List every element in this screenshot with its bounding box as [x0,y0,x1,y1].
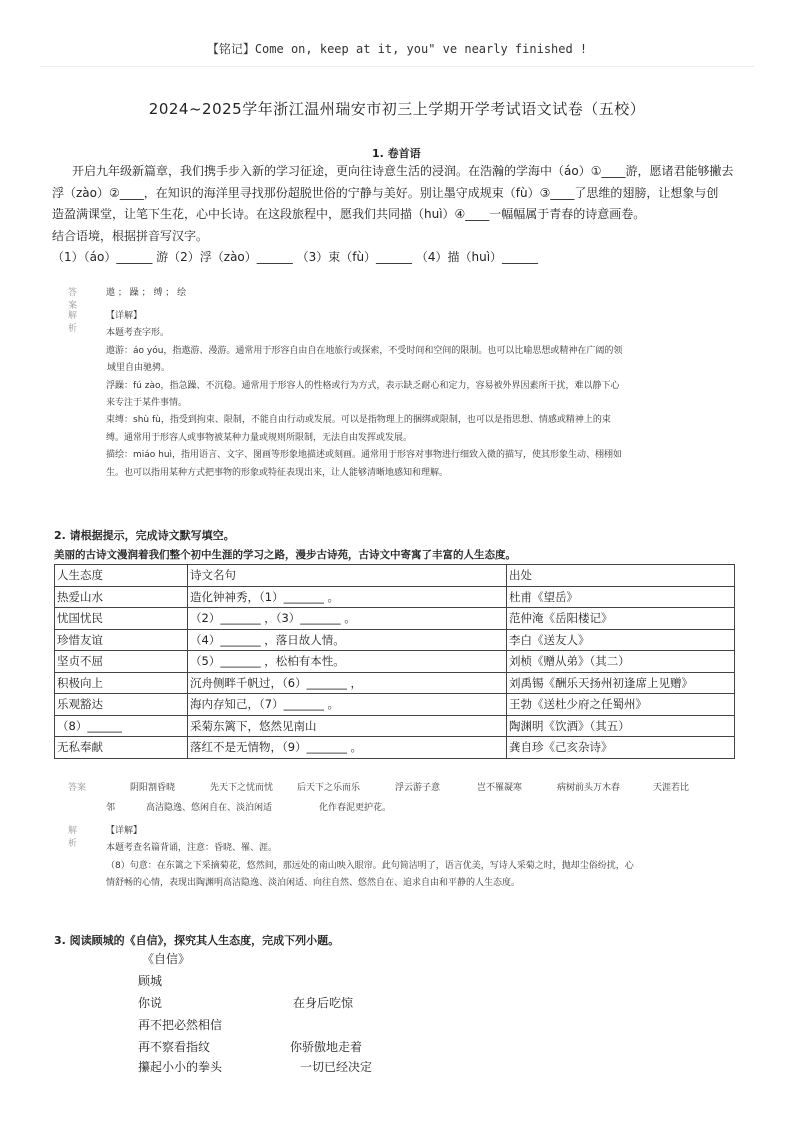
table-cell: 无私奉献 [55,737,188,759]
table-cell: （2）_______ ，（3）_______ 。 [188,608,507,630]
table-cell: 落红不是无情物，（9）_______ 。 [188,737,507,759]
poem-line: 一切已经决定 [300,1060,373,1074]
q1-line: 造盈满课堂，让笔下生花，心中长诗。在这段旅程中，愿我们共同描（huì）④____一幅幅属于青春的诗意画卷。 [52,207,646,221]
analysis-line: 束缚：shù fù，指受到拘束、限制，不能自由行动或发展。可以是指物理上的捆绑或限制，也可以是指思想、情感或精神上的束 [106,415,611,426]
analysis-line: 本题考查字形。 [106,328,170,339]
poem-author: 顾城 [138,974,163,988]
poem-line: 你骄傲地走着 [290,1040,363,1054]
table-cell: 刘禹锡《酬乐天扬州初逢席上见赠》 [507,672,735,694]
table-row [55,672,735,694]
table-cell: 王勃《送杜少府之任蜀州》 [507,694,735,716]
analysis-line: 描绘：miáo huì，指用语言、文字、图画等形象地描述或刻画。通常用于形容对事物进行细致入微的描写，使其形象生动、栩栩如 [106,450,623,461]
table-cell: 陶渊明《饮酒》（其五） [507,715,735,737]
q2-subheading: 美丽的古诗文漫润着我们整个初中生涯的学习之路，漫步古诗苑，古诗文中寄寓了丰富的人生态度。 [54,549,516,561]
motto-header: 【铭记】Come on, keep at it, you" ve nearly finished ! [206,42,588,56]
poem-line: 你说 [138,996,163,1010]
table-cell: 忧国忧民 [55,608,188,630]
answer-item: 阴阳割昏晓 [130,783,176,793]
table-header: 人生态度 [55,565,188,587]
answer-text: 遨 ； 躁 ； 缚 ； 绘 [106,288,187,298]
table-cell: 热爱山水 [55,586,188,608]
table-cell: 造化钟神秀，（1）_______ 。 [188,586,507,608]
analysis-line: 域里自由驰骋。 [107,363,171,374]
answer-item: 浮云游子意 [395,783,441,793]
analysis-body [106,308,746,482]
poem-block [138,950,538,1080]
answer-item: 天涯若比 [653,783,690,793]
answer-item: 病树前头万木春 [557,783,621,793]
table-cell: （4）_______ ，落日故人情。 [188,629,507,651]
analysis-line: 来专注于某件事情。 [106,398,188,409]
poem-line: 在身后吃惊 [293,996,354,1010]
q2-heading: 2. 请根据提示，完成诗文默写填空。 [54,529,235,542]
table-header: 出处 [507,565,735,587]
analysis-line: 生。也可以指用某种方式把事物的形象或特征表现出来，让人能够清晰地感知和理解。 [106,467,449,478]
q1-line: 开启九年级新篇章，我们携手步入新的学习征途，更向往诗意生活的浸润。在浩瀚的学海中（áo）①____游，愿诸君能够撇去 [72,164,734,178]
poem-title: 《自信》 [142,952,191,966]
analysis-label: 解析 [68,826,78,849]
header-divider [40,66,754,67]
poem-table [54,564,735,759]
analysis-line: 浮躁：fú zào，指急躁、不沉稳。通常用于形容人的性格或行为方式，表示缺乏耐心和定力，容易被外界因素所干扰，难以静下心 [106,380,620,391]
table-row [55,629,735,651]
table-header: 诗文名句 [188,565,507,587]
answer-label: 答案 [68,783,87,793]
q1-line: 浮（zào）②____，在知识的海洋里寻找那份超脱世俗的宁静与美好。别让墨守成规束（fù）③____了思维的翅膀，让想象与创 [52,185,719,200]
answer-item: 后天下之乐而乐 [297,783,361,793]
table-cell: 龚自珍《己亥杂诗》 [507,737,735,759]
analysis-label: 解析 [68,311,78,334]
q1-line: 结合语境，根据拼音写汉字。 [52,228,209,243]
table-cell: 沉舟侧畔千帆过，（6）_______ ， [188,672,507,694]
table-cell: 范仲淹《岳阳楼记》 [507,608,735,630]
analysis-line: 【详解】 [106,311,143,321]
analysis-body [106,823,746,893]
table-cell: 采菊东篱下，悠然见南山 [188,715,507,737]
answer-label: 答案 [68,288,78,311]
table-row [55,608,735,630]
table-cell: 海内存知己，（7）_______ 。 [188,694,507,716]
q1-line: （1）（áo）______ 游（2）浮（zào）______ （3）束（fù）______ （4）描（huì）______ [52,250,539,264]
answer-item: 化作春泥更护花。 [319,803,392,813]
answer-line [130,779,689,797]
poem-line: 再不察看指纹 [138,1040,211,1054]
table-cell: 李白《送友人》 [507,629,735,651]
table-cell: （8）______ [55,715,188,737]
table-cell: 珍惜友谊 [55,629,188,651]
table-row [55,694,735,716]
poem-line: 攥起小小的拳头 [138,1060,223,1074]
document-title: 2024~2025学年浙江温州瑞安市初三上学期开学考试语文试卷（五校） [148,100,646,118]
q1-passage [52,161,744,269]
table-row [55,586,735,608]
table-cell: 杜甫《望岳》 [507,586,735,608]
analysis-line: 【详解】 [106,826,143,836]
table-row [55,715,735,737]
poem-line: 再不把必然相信 [138,1018,223,1032]
analysis-line: 遨游：áo yóu，指遨游、漫游。通常用于形容自由自在地旅行或探索，不受时间和空间的限制。也可以比喻思想或精神在广阔的领 [106,345,623,356]
answer-line [106,799,391,817]
analysis-line: 缚。通常用于形容人或事物被某种力量或规则所限制，无法自由发挥或发展。 [106,432,413,443]
table-cell: 刘桢《赠从弟》（其二） [507,651,735,673]
analysis-line: （8）句意：在东篱之下采摘菊花，悠然间，那远处的南山映入眼帘。此句简洁明了，语言优美，写诗人采菊之时，抛却尘俗纷扰，心 [106,860,634,871]
answer-item: 邻 [106,803,116,813]
table-row [55,651,735,673]
table-header-row [55,565,735,587]
table-cell: 坚贞不屈 [55,651,188,673]
answer-item: 先天下之忧而忧 [210,783,274,793]
analysis-line: 情舒畅的心情，表现出陶渊明高洁隐逸、淡泊闲适、向往自然、悠然自在、追求自由和平静的人生态度。 [106,878,521,889]
analysis-line: 本题考查名篇背诵，注意：昏晓、罹、涯。 [106,843,278,854]
table-cell: 积极向上 [55,672,188,694]
answer-item: 高洁隐逸、悠闲自在、淡泊闲适 [146,803,273,813]
answer-item: 岂不罹凝寒 [477,783,523,793]
q1-heading: 1. 卷首语 [372,147,421,160]
table-row [55,737,735,759]
table-cell: 乐观豁达 [55,694,188,716]
q3-heading: 3. 阅读顾城的《自信》，探究其人生态度，完成下列小题。 [54,934,340,947]
table-cell: （5）_______ ，松柏有本性。 [188,651,507,673]
